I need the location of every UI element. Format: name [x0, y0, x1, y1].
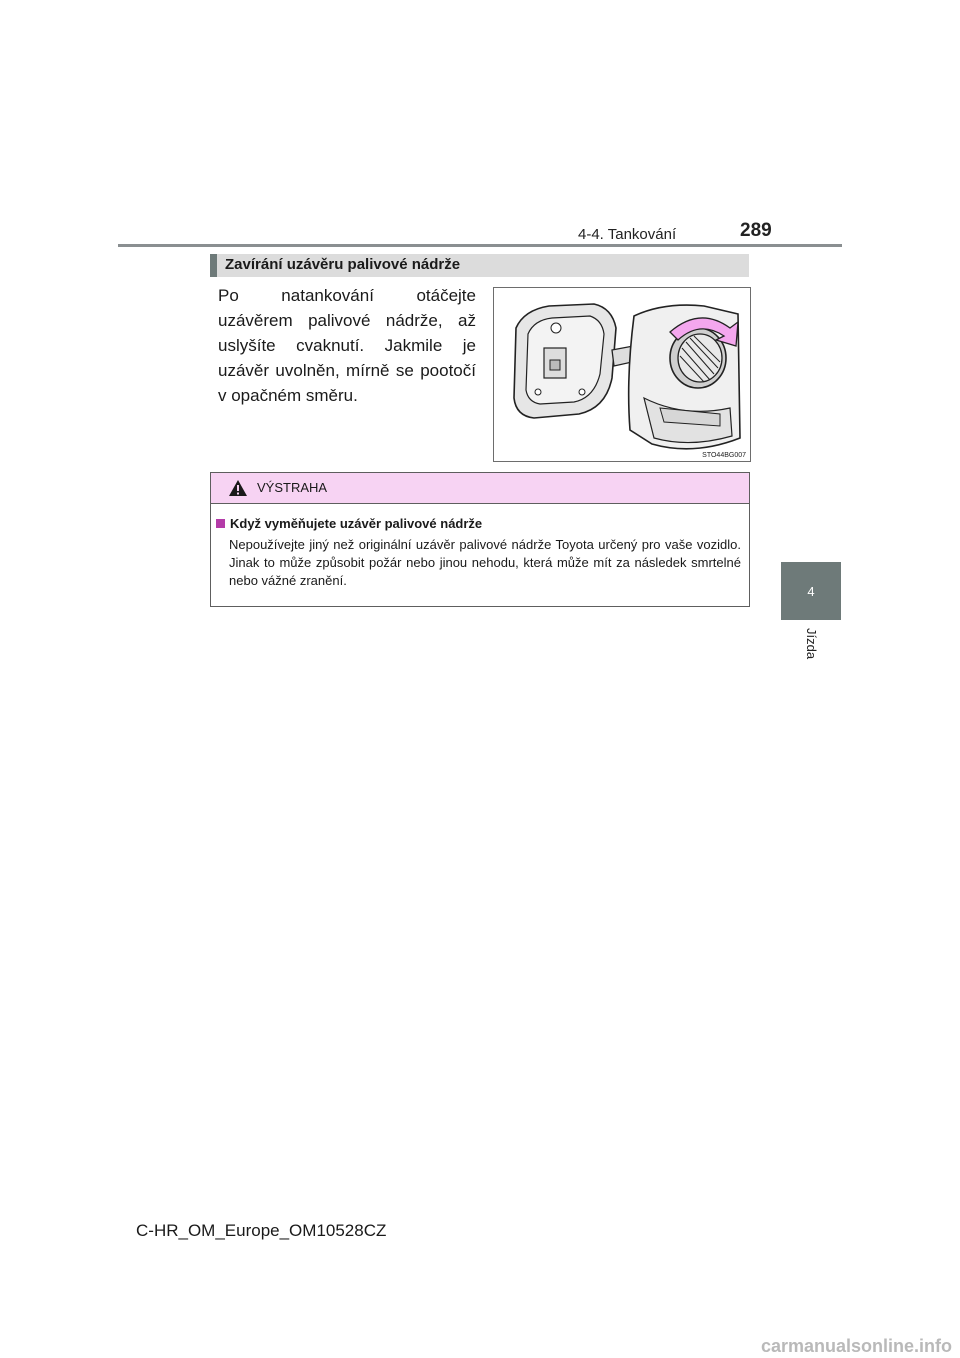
- warning-triangle-icon: [228, 479, 248, 497]
- chapter-name-label: Jízda: [804, 628, 819, 660]
- warning-item-title-text: Když vyměňujete uzávěr palivové nádrže: [230, 516, 483, 531]
- page-number: 289: [740, 220, 772, 241]
- header-rule: [118, 244, 842, 247]
- warning-header: [211, 473, 749, 504]
- subsection-header: [210, 254, 749, 277]
- warning-box: [210, 472, 750, 607]
- section-label: 4-4. Tankování: [578, 226, 677, 243]
- chapter-number: 4: [807, 583, 815, 599]
- warning-text: Nepoužívejte jiný než originální uzávěr palivové nádrže Toyota určený pro vaše vozidlo. Jinak to může způsobit požár nebo jinou nehodu, která může mít za následek smrtelné nebo vážné zranění.: [229, 537, 741, 588]
- warning-title: VÝSTRAHA: [257, 480, 328, 495]
- page-header: [0, 0, 960, 250]
- subsection-title: Zavírání uzávěru palivové nádrže: [225, 256, 461, 273]
- illustration-code: STO44BG007: [702, 452, 746, 459]
- chapter-name: [803, 628, 819, 688]
- document-id: C-HR_OM_Europe_OM10528CZ: [136, 1221, 387, 1240]
- bullet-square-icon: [216, 519, 225, 528]
- instruction-text: Po natankování otáčejte uzávěrem palivové nádrže, až uslyšíte cvaknutí. Jakmile je uzávěr uvolněn, mírně se pootočí v opačném směru.: [218, 286, 476, 405]
- fuel-cap-drawing: [494, 288, 750, 461]
- warning-item-title: [216, 516, 482, 531]
- watermark: carmanualsonline.info: [760, 1336, 952, 1356]
- chapter-tab[interactable]: [781, 562, 841, 620]
- fuel-cap-illustration: [493, 287, 751, 462]
- subsection-header-bar: [210, 254, 217, 277]
